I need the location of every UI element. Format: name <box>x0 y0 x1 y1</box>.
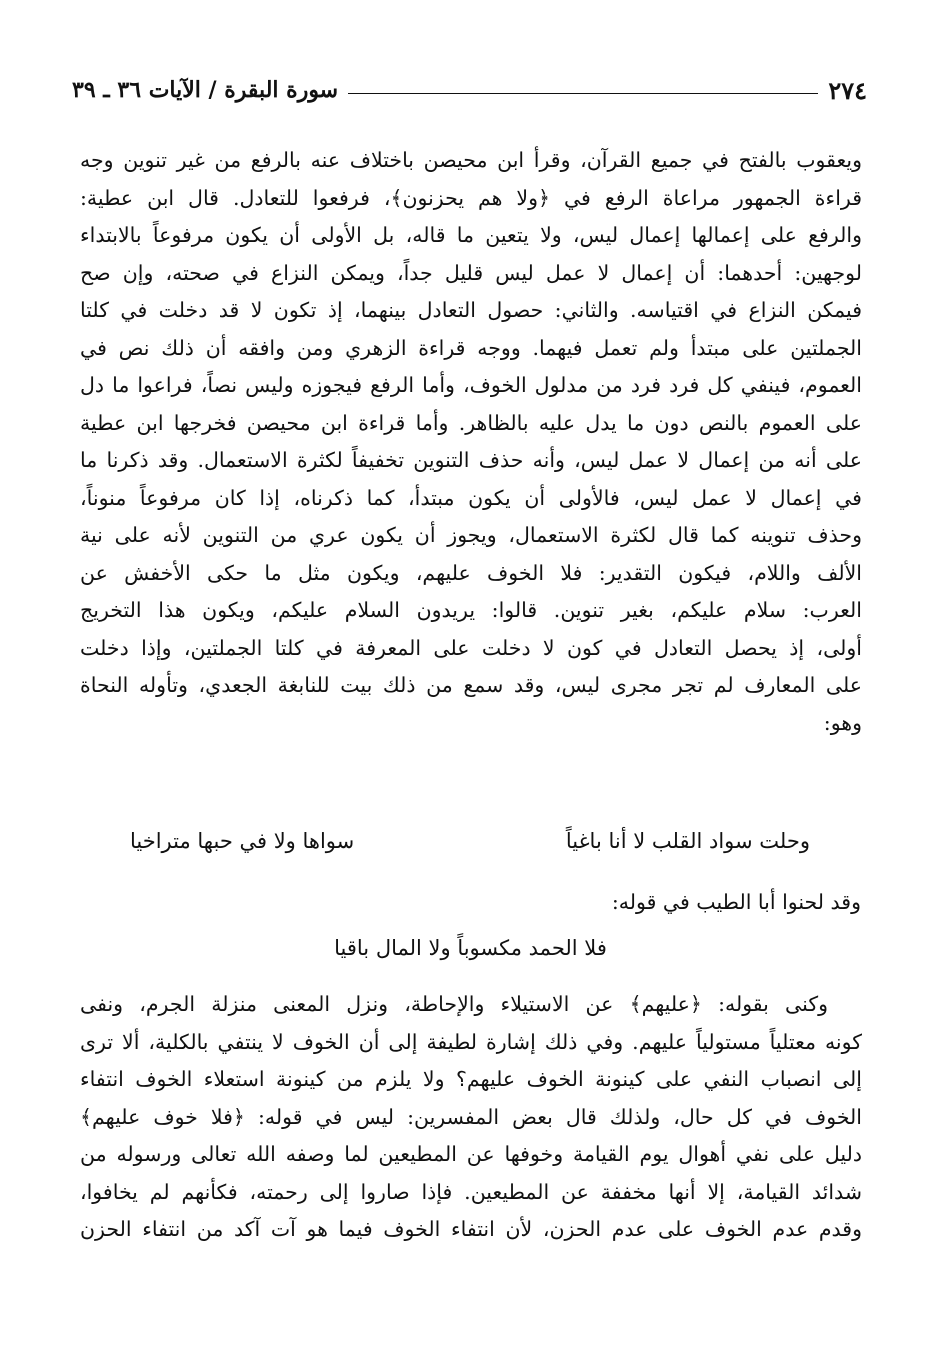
text-line: شدائد القيامة، إلا أنها مخففة عن المطيعين. فإذا صاروا إلى رحمته، فكأنهم لم يخافوا، <box>80 1179 862 1204</box>
text-line: أولى، إذ يحصل التعادل في كون لا دخلت على المعرفة في كلتا الجملتين، وإذا دخلت <box>80 635 862 660</box>
page-number: ٢٧٤ <box>828 75 867 105</box>
text-line: في إعمال لا عمل ليس، فالأولى أن يكون مبتدأ، كما ذكرناه، إذا كان مرفوعاً منوناً، <box>80 485 862 510</box>
header-rule <box>348 93 818 94</box>
verse-first-hemistich: وحلت سواد القلب لا أنا باغياً <box>565 829 810 853</box>
paragraph-2 <box>80 986 862 1249</box>
quoted-hemistich: فلا الحمد مكسوباً ولا المال باقيا <box>334 936 607 960</box>
text-line: وهو: <box>823 710 862 735</box>
text-line: وحذف تنوينه كما قال لكثرة الاستعمال، ويجوز أن يكون عري من التنوين لأنه على نية <box>80 523 862 547</box>
page-header <box>72 72 867 108</box>
verse-second-hemistich: سواها ولا في حبها متراخيا <box>130 829 355 853</box>
text-line: كونه معتلياً مستولياً عليهم. وفي ذلك إشارة لطيفة إلى أن الخوف لا ينتفي بالكلية، ألا ترى <box>80 1029 862 1054</box>
text-line: الخوف في كل حال، ولذلك قال بعض المفسرين: ليس في قوله: ﴿فلا خوف عليهم﴾ <box>80 1104 862 1129</box>
text-line: قراءة الجمهور مراعاة الرفع في ﴿ولا هم يحزنون﴾، فرفعوا للتعادل. قال ابن عطية: <box>80 185 862 210</box>
text-line: العرب: سلام عليكم، بغير تنوين. قالوا: يريدون السلام عليكم، ويكون هذا التخريج <box>80 598 862 622</box>
text-line: فيمكن النزاع في اقتياسه. والثاني: حصول التعادل بينهما، إذ تكون لا قد دخلت في كلتا <box>80 298 862 322</box>
text-line: على أنه من إعمال لا عمل ليس، وأنه حذف التنوين تخفيفاً لكثرة الاستعمال. وقد ذكرنا ما <box>80 448 862 472</box>
text-line: الألف واللام، فيكون التقدير: فلا الخوف عليهم، ويكون مثل ما حكى الأخفش عن <box>80 560 862 585</box>
text-line: والرفع على إعمالها إعمال ليس، ولا يتعين ما قاله، بل الأولى أن يكون مرفوعاً بالابتداء <box>80 223 862 247</box>
text-line: على المعارف لم تجر مجرى ليس، وقد سمع من ذلك بيت للنابغة الجعدي، وتأوله النحاة <box>80 673 862 697</box>
paragraph-1 <box>80 142 862 742</box>
text-line: لوجهين: أحدهما: أن إعمال لا عمل ليس قليل جداً، ويمكن النزاع في صحته، وإن صح <box>80 260 862 285</box>
text-line: العموم، فينفي كل فرد فرد من مدلول الخوف، وأما الرفع فيجوزه وليس نصاً، فراعوا ما دل <box>80 373 862 397</box>
text-line: على العموم بالنص دون ما يدل عليه بالظاهر. وأما قراءة ابن محيصن فخرجها ابن عطية <box>80 410 862 435</box>
text-line: ويعقوب بالفتح في جميع القرآن، وقرأ ابن محيصن باختلاف عنه بالرفع من غير تنوين وجه <box>80 148 862 172</box>
text-line: الجملتين على مبتدأ ولم تعمل فيهما. ووجه قراءة الزهري ومن وافقه أن ذلك نص في <box>80 335 862 360</box>
poetry-verse <box>130 820 810 862</box>
text-line: وكنى بقوله: ﴿عليهم﴾ عن الاستيلاء والإحاطة، ونزل المعنى منزلة الجرم، ونفى <box>80 992 828 1016</box>
text-line: إلى انصباب النفي على كينونة الخوف عليهم؟ ولا يلزم من كينونة استعلاء الخوف انتفاء <box>80 1067 862 1091</box>
text-line: دليل على نفي أهوال يوم القيامة وخوفها عن المطيعين لما وصفه الله تعالى ورسوله من <box>80 1142 862 1166</box>
running-title: سورة البقرة / الآيات ٣٦ ـ ٣٩ <box>72 77 339 103</box>
text-line: وقدم عدم الخوف على عدم الحزن، لأن انتفاء الخوف فيما هو آت آكد من انتفاء الحزن <box>80 1217 862 1241</box>
quote-intro: وقد لحنوا أبا الطيب في قوله: <box>611 890 861 914</box>
